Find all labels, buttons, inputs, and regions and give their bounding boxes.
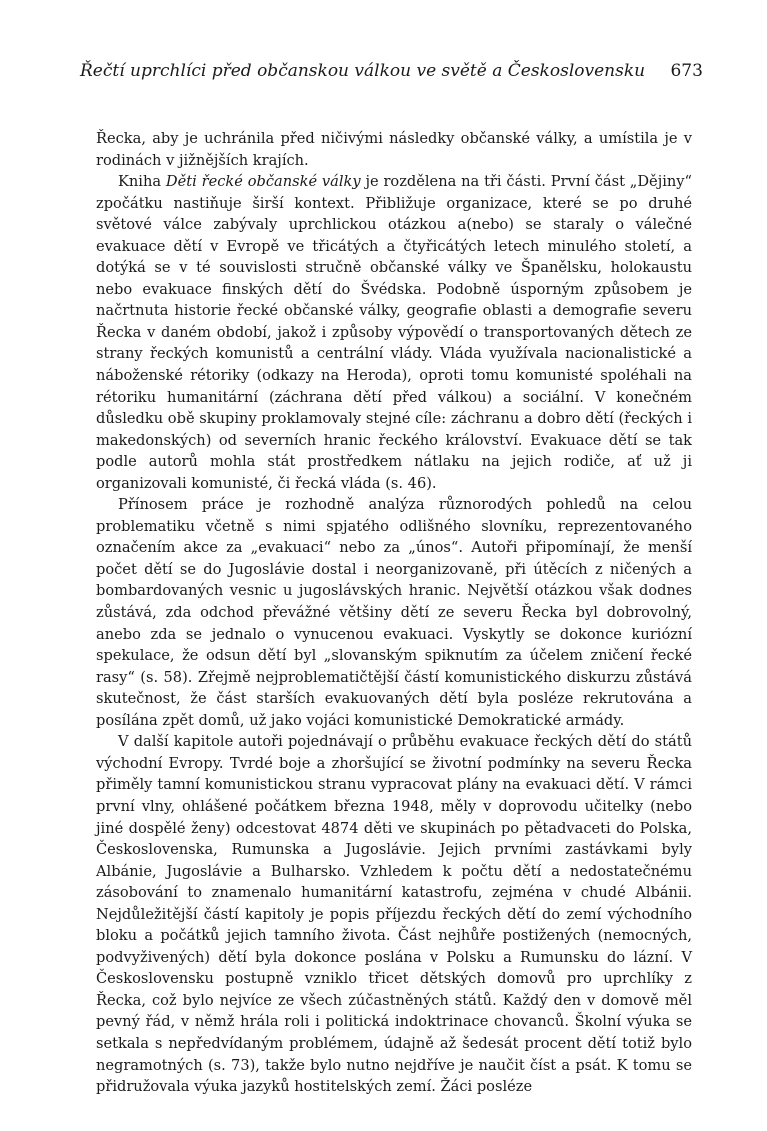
paragraph-contribution: Přínosem práce je rozhodně analýza různorodých pohledů na celou problematiku včetně s nimi spjatého odlišného slovníku, reprezentovaného označením akce za „evakuaci“ nebo za „únos“. Autoři připomínají, že menší počet dětí se do Jugoslávie dostal i neorganizovaně, při útěcích z ničených a bombardovaných vesnic u jugoslávských hranic. Největší otázkou však dodnes zůstává, zda odchod převážné většiny dětí ze severu Řecka byl dobrovolný, anebo zda se jednalo o vynucenou evakuaci. Vyskytly se dokonce kuriózní spekulace, že odsun dětí byl „slovanským spiknutím za účelem zničení řecké rasy“ (s. 58). Zřejmě nejproblematičtější částí komunistického diskurzu zůstává skutečnost, že část starších evakuovaných dětí byla posléze rekrutována a posílána zpět domů, už jako vojáci komunistické Demokratické armády. <box>96 496 692 729</box>
paragraph-evacuation: V další kapitole autoři pojednávají o průběhu evakuace řeckých dětí do států východní Evropy. Tvrdé boje a zhoršující se životní podmínky na severu Řecka přiměly tamní komunistickou stranu vypracovat plány na evakuaci dětí. V rámci první vlny, ohlášené počátkem března 1948, měly v doprovodu učitelky (nebo jiné dospělé ženy) odcestovat 4874 děti ve skupinách po pětadvaceti do Polska, Československa, Rumunska a Jugoslávie. Jejich prvními zastávkami byly Albánie, Jugoslávie a Bulharsko. Vzhledem k počtu dětí a nedostatečnému zásobování to znamenalo humanitární katastrofu, zejména v chudé Albánii. Nejdůležitější částí kapitoly je popis příjezdu řeckých dětí do zemí východního bloku a počátků jejich tamního života. Část nejhůře postižených (nemocných, podvyživených) dětí byla dokonce poslána v Polsku a Rumunsku do lázní. V Československu postupně vzniklo třicet dětských domovů pro uprchlíky z Řecka, což bylo nejvíce ze všech zúčastněných států. Každý den v domově měl pevný řád, v němž hrála roli i politická indoktrinace chovanců. Školní výuka se setkala s nepředvídaným problémem, údajně až šedesát procent dětí totiž bylo negramotných (s. 73), takže bylo nutno nejdříve je naučit číst a psát. K tomu se přidružovala výuka jazyků hostitelských zemí. Žáci posléze <box>96 733 692 1096</box>
paragraph-text: je rozdělena na tři části. První část „Dějiny“ zpočátku nastiňuje širší kontext. Přibližuje organizace, které se po druhé světové válce zabývaly uprchlickou otázkou a(nebo) se staraly o válečné evakuace dětí v Evropě ve třicátých a čtyřicátých letech minulého století, a dotýká se v té souvislosti stručně občanské války ve Španělsku, holokaustu nebo evakuace finských dětí do Švédska. Podobně úsporným způsobem je načrtnuta historie řecké občanské války, geografie oblasti a demografie severu Řecka v daném období, jakož i způsoby výpovědí o transportovaných dětech ze strany řeckých komunistů a centrální vlády. Vláda využívala nacionalistické a náboženské rétoriky (odkazy na Heroda), oproti tomu komunisté spoléhali na rétoriku humanitární (záchrana dětí před válkou) a sociální. V konečném důsledku obě skupiny proklamovaly stejné cíle: záchranu a dobro dětí (řeckých i makedonských) od severních hranic řeckého království. Evakuace dětí se tak podle autorů mohla stát prostředkem nátlaku na jejich rodiče, ať už ji organizovali komunisté, či řecká vláda (s. 46). <box>96 173 692 492</box>
paragraph-text: Kniha <box>118 173 166 191</box>
page-number: 673 <box>670 61 703 81</box>
running-header <box>80 60 703 82</box>
running-header-title: Řečtí uprchlíci před občanskou válkou ve světě a Československu <box>80 61 646 81</box>
article-body <box>96 128 692 1098</box>
paragraph-book-structure <box>96 171 692 494</box>
paragraph-continuation: Řecka, aby je uchránila před ničivými následky občanské války, a umístila je v rodinách v jižnějších krajích. <box>96 130 692 169</box>
book-title: Děti řecké občanské války <box>165 173 361 191</box>
